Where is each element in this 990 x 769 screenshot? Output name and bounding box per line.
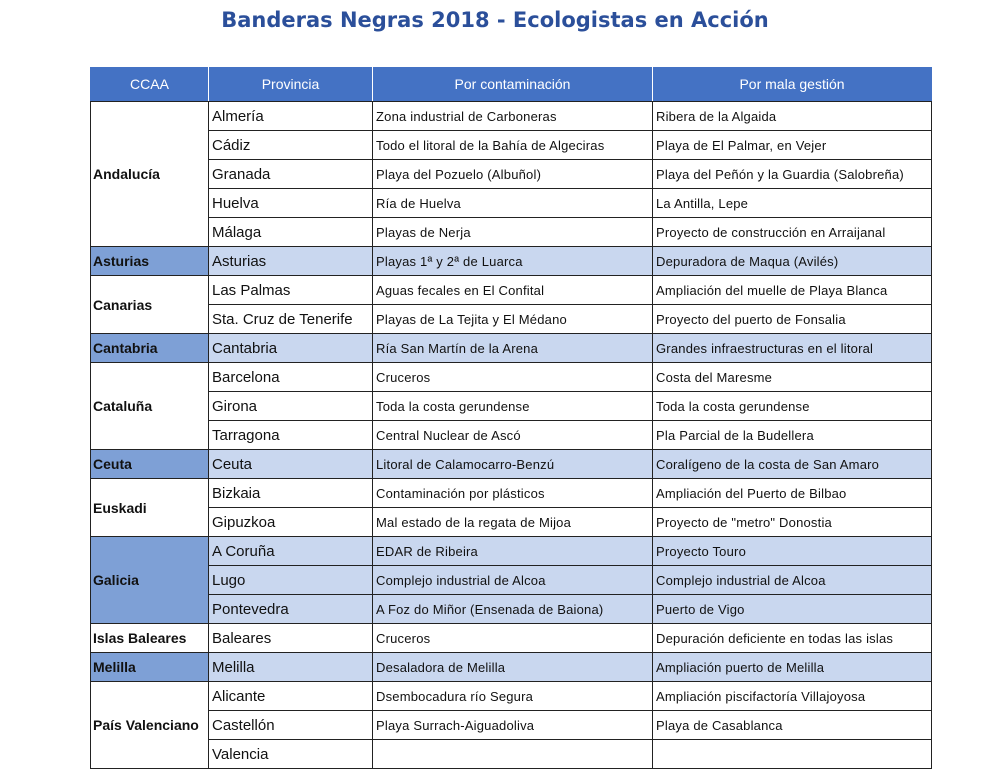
header-ccaa: CCAA <box>91 67 209 102</box>
contaminacion-cell <box>373 740 653 769</box>
provincia-cell: Granada <box>209 160 373 189</box>
table-row <box>91 537 932 566</box>
table-row <box>91 276 932 305</box>
gestion-cell: Playa de El Palmar, en Vejer <box>653 131 932 160</box>
table-row <box>91 566 932 595</box>
table-row <box>91 479 932 508</box>
provincia-cell: Asturias <box>209 247 373 276</box>
table-row <box>91 421 932 450</box>
provincia-cell: Cádiz <box>209 131 373 160</box>
table-row <box>91 334 932 363</box>
ccaa-cell: Melilla <box>91 653 209 682</box>
table-row <box>91 595 932 624</box>
provincia-cell: Almería <box>209 102 373 131</box>
contaminacion-cell: Aguas fecales en El Confital <box>373 276 653 305</box>
gestion-cell: Depuración deficiente en todas las islas <box>653 624 932 653</box>
contaminacion-cell: Playa Surrach-Aiguadoliva <box>373 711 653 740</box>
header-provincia: Provincia <box>209 67 373 102</box>
ccaa-cell: Euskadi <box>91 479 209 537</box>
provincia-cell: Girona <box>209 392 373 421</box>
provincia-cell: Ceuta <box>209 450 373 479</box>
provincia-cell: Castellón <box>209 711 373 740</box>
table-row <box>91 363 932 392</box>
provincia-cell: Melilla <box>209 653 373 682</box>
header-gestion: Por mala gestión <box>653 67 932 102</box>
contaminacion-cell: Cruceros <box>373 363 653 392</box>
gestion-cell: Playa del Peñón y la Guardia (Salobreña) <box>653 160 932 189</box>
contaminacion-cell: Zona industrial de Carboneras <box>373 102 653 131</box>
gestion-cell <box>653 740 932 769</box>
provincia-cell: Bizkaia <box>209 479 373 508</box>
table-row <box>91 160 932 189</box>
table-row <box>91 247 932 276</box>
provincia-cell: Tarragona <box>209 421 373 450</box>
contaminacion-cell: Cruceros <box>373 624 653 653</box>
contaminacion-cell: Ría de Huelva <box>373 189 653 218</box>
gestion-cell: Proyecto del puerto de Fonsalia <box>653 305 932 334</box>
contaminacion-cell: Complejo industrial de Alcoa <box>373 566 653 595</box>
ccaa-cell: Asturias <box>91 247 209 276</box>
table-container <box>90 67 932 769</box>
gestion-cell: La Antilla, Lepe <box>653 189 932 218</box>
table-row <box>91 508 932 537</box>
gestion-cell: Toda la costa gerundense <box>653 392 932 421</box>
ccaa-cell: Ceuta <box>91 450 209 479</box>
provincia-cell: Las Palmas <box>209 276 373 305</box>
gestion-cell: Proyecto Touro <box>653 537 932 566</box>
gestion-cell: Costa del Maresme <box>653 363 932 392</box>
contaminacion-cell: A Foz do Miñor (Ensenada de Baiona) <box>373 595 653 624</box>
table-row <box>91 189 932 218</box>
provincia-cell: Málaga <box>209 218 373 247</box>
contaminacion-cell: Playas de La Tejita y El Médano <box>373 305 653 334</box>
ccaa-cell: Cataluña <box>91 363 209 450</box>
contaminacion-cell: Todo el litoral de la Bahía de Algeciras <box>373 131 653 160</box>
table-row <box>91 450 932 479</box>
gestion-cell: Ampliación del muelle de Playa Blanca <box>653 276 932 305</box>
gestion-cell: Coralígeno de la costa de San Amaro <box>653 450 932 479</box>
provincia-cell: Alicante <box>209 682 373 711</box>
table-row <box>91 624 932 653</box>
gestion-cell: Ampliación del Puerto de Bilbao <box>653 479 932 508</box>
gestion-cell: Depuradora de Maqua (Avilés) <box>653 247 932 276</box>
contaminacion-cell: Desaladora de Melilla <box>373 653 653 682</box>
document-title: Banderas Negras 2018 - Ecologistas en Acción <box>221 8 769 32</box>
gestion-cell: Grandes infraestructuras en el litoral <box>653 334 932 363</box>
contaminacion-cell: EDAR de Ribeira <box>373 537 653 566</box>
contaminacion-cell: Ría San Martín de la Arena <box>373 334 653 363</box>
contaminacion-cell: Contaminación por plásticos <box>373 479 653 508</box>
table-row <box>91 682 932 711</box>
gestion-cell: Playa de Casablanca <box>653 711 932 740</box>
contaminacion-cell: Playa del Pozuelo (Albuñol) <box>373 160 653 189</box>
contaminacion-cell: Litoral de Calamocarro-Benzú <box>373 450 653 479</box>
provincia-cell: Pontevedra <box>209 595 373 624</box>
gestion-cell: Proyecto de construcción en Arraijanal <box>653 218 932 247</box>
black-flags-table <box>90 67 932 769</box>
gestion-cell: Ampliación puerto de Melilla <box>653 653 932 682</box>
gestion-cell: Complejo industrial de Alcoa <box>653 566 932 595</box>
contaminacion-cell: Toda la costa gerundense <box>373 392 653 421</box>
gestion-cell: Ampliación piscifactoría Villajoyosa <box>653 682 932 711</box>
provincia-cell: Gipuzkoa <box>209 508 373 537</box>
gestion-cell: Proyecto de "metro" Donostia <box>653 508 932 537</box>
provincia-cell: Sta. Cruz de Tenerife <box>209 305 373 334</box>
gestion-cell: Ribera de la Algaida <box>653 102 932 131</box>
provincia-cell: A Coruña <box>209 537 373 566</box>
ccaa-cell: Galicia <box>91 537 209 624</box>
ccaa-cell: Canarias <box>91 276 209 334</box>
header-contaminacion: Por contaminación <box>373 67 653 102</box>
contaminacion-cell: Playas 1ª y 2ª de Luarca <box>373 247 653 276</box>
contaminacion-cell: Central Nuclear de Ascó <box>373 421 653 450</box>
gestion-cell: Puerto de Vigo <box>653 595 932 624</box>
provincia-cell: Valencia <box>209 740 373 769</box>
table-header-row <box>91 67 932 102</box>
table-row <box>91 392 932 421</box>
provincia-cell: Barcelona <box>209 363 373 392</box>
table-row <box>91 740 932 769</box>
ccaa-cell: Cantabria <box>91 334 209 363</box>
table-row <box>91 305 932 334</box>
ccaa-cell: País Valenciano <box>91 682 209 769</box>
table-row <box>91 218 932 247</box>
provincia-cell: Huelva <box>209 189 373 218</box>
provincia-cell: Cantabria <box>209 334 373 363</box>
table-row <box>91 653 932 682</box>
provincia-cell: Baleares <box>209 624 373 653</box>
table-row <box>91 131 932 160</box>
table-body <box>91 102 932 769</box>
table-row <box>91 102 932 131</box>
ccaa-cell: Andalucía <box>91 102 209 247</box>
table-row <box>91 711 932 740</box>
gestion-cell: Pla Parcial de la Budellera <box>653 421 932 450</box>
contaminacion-cell: Playas de Nerja <box>373 218 653 247</box>
provincia-cell: Lugo <box>209 566 373 595</box>
contaminacion-cell: Mal estado de la regata de Mijoa <box>373 508 653 537</box>
ccaa-cell: Islas Baleares <box>91 624 209 653</box>
contaminacion-cell: Dsembocadura río Segura <box>373 682 653 711</box>
